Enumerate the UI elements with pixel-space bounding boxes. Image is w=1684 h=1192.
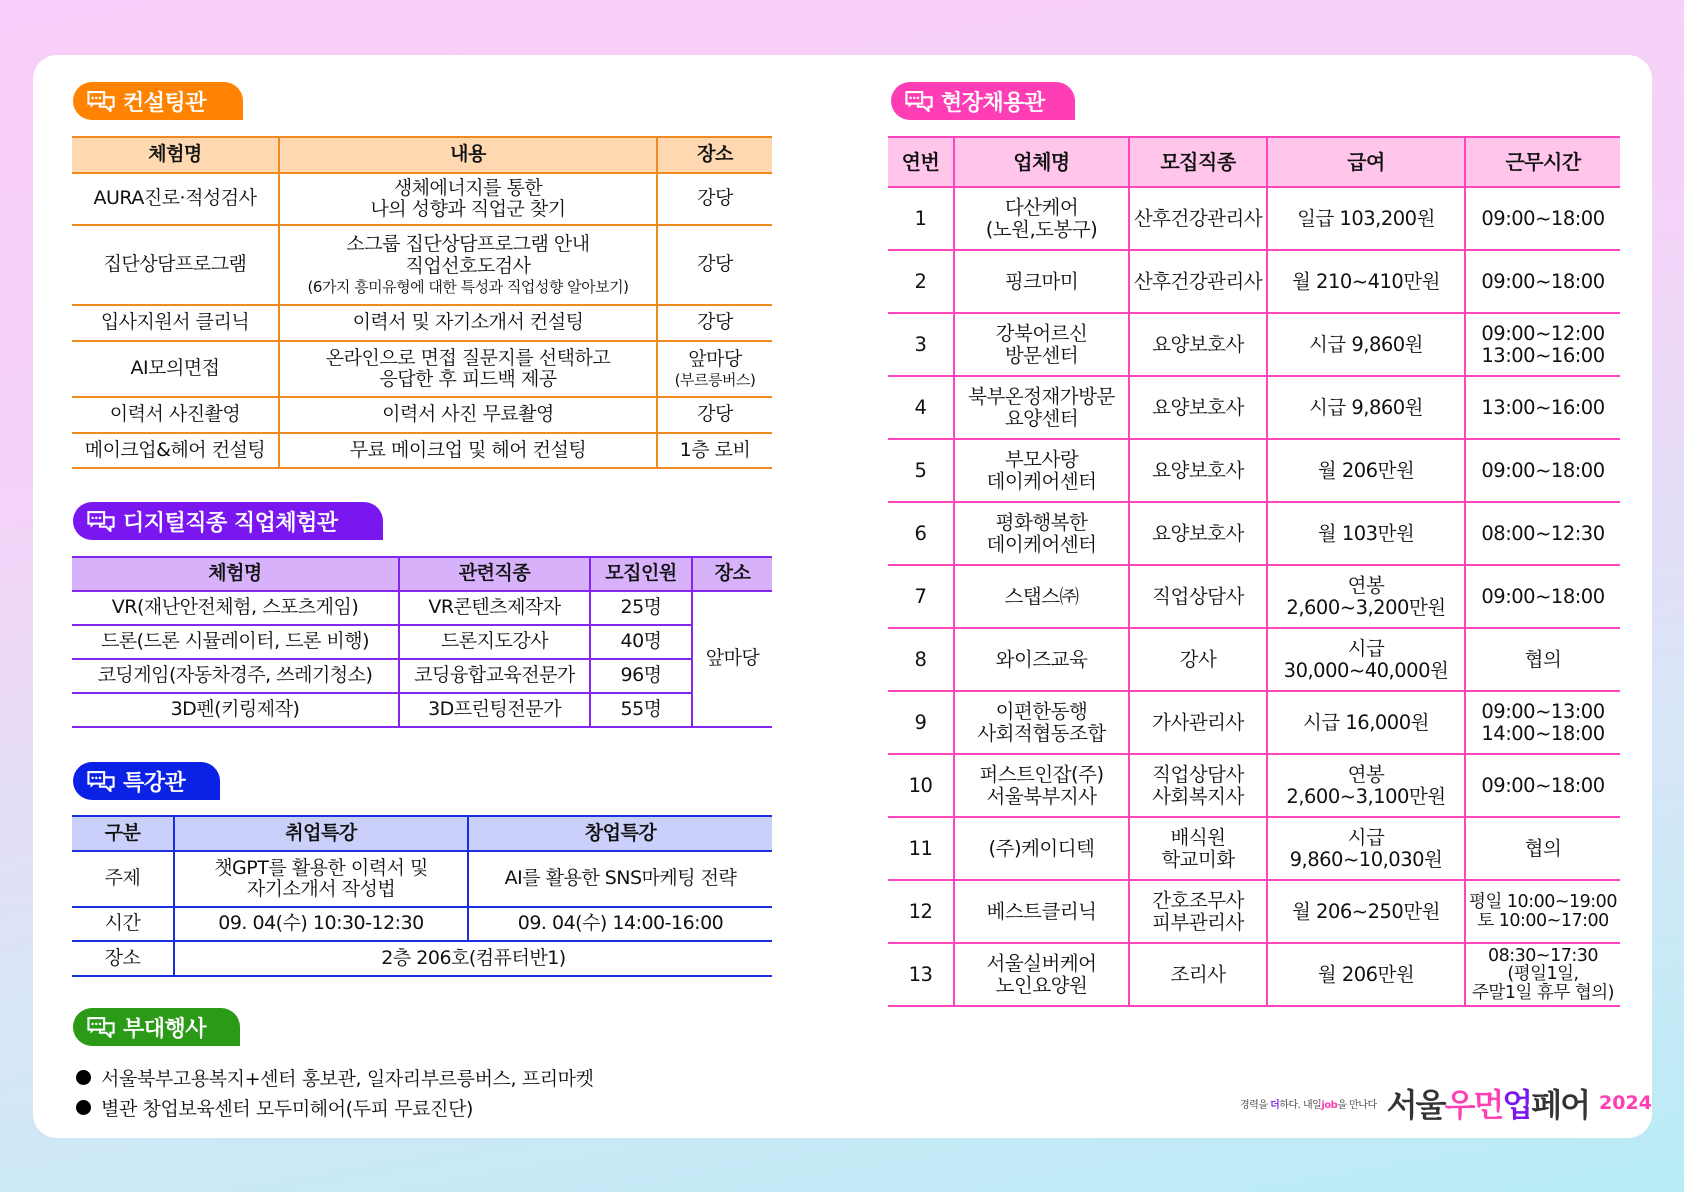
table-row: 2 핑크마미 산후건강관리사 월 210~410만원 09:00~18:00: [888, 250, 1620, 313]
lecture-table: [72, 815, 772, 977]
chat-bubbles-icon: [87, 770, 115, 792]
table-row: VR(재난안전체험, 스포츠게임) VR콘텐츠제작자 25명 앞마당: [72, 591, 772, 625]
section-title-lecture: 특강관: [73, 762, 220, 800]
side-events-list: [76, 1062, 594, 1122]
table-row: AI모의면접 온라인으로 면접 질문지를 선택하고 응답한 후 피드백 제공 앞마당 (부르릉버스): [72, 341, 772, 397]
brand-logo: 서울 우먼 업 페어: [1386, 1086, 1590, 1124]
column-header: 근무시간: [1465, 137, 1620, 187]
brand-year: 2024: [1599, 1092, 1652, 1114]
table-row: 1 다산케어 (노원,도봉구) 산후건강관리사 일급 103,200원 09:00~18:00: [888, 187, 1620, 250]
table-row: 3D펜(키링제작) 3D프린팅전문가 55명: [72, 693, 772, 727]
column-header: 업체명: [954, 137, 1129, 187]
column-header: 창업특강: [468, 816, 772, 851]
column-header: 관련직종: [399, 557, 590, 591]
merged-place-cell: 앞마당: [692, 591, 772, 727]
table-row: 4 북부온정재가방문 요양센터 요양보호사 시급 9,860원 13:00~16:00: [888, 376, 1620, 439]
brand-footer: [1240, 1080, 1652, 1126]
table-row: 11 (주)케이디텍 배식원 학교미화 시급 9,860~10,030원 협의: [888, 817, 1620, 880]
column-header: 장소: [657, 137, 772, 173]
column-header: 장소: [692, 557, 772, 591]
recruitment-table: [888, 136, 1620, 1007]
brand-tagline: 경력을 더하다. 내일job을 만나다: [1240, 1099, 1377, 1111]
table-row: AURA진로·적성검사 생체에너지를 통한 나의 성향과 직업군 찾기 강당: [72, 173, 772, 225]
table-row: 입사지원서 클리닉 이력서 및 자기소개서 컨설팅 강당: [72, 305, 772, 341]
table-row: 코딩게임(자동차경주, 쓰레기청소) 코딩융합교육전문가 96명: [72, 659, 772, 693]
list-item: 별관 창업보육센터 모두미헤어(두피 무료진단): [76, 1092, 594, 1122]
table-row: 5 부모사랑 데이케어센터 요양보호사 월 206만원 09:00~18:00: [888, 439, 1620, 502]
table-row: 12 베스트클리닉 간호조무사 피부관리사 월 206~250만원 평일 10:00~19:00 토 10:00~17:00: [888, 880, 1620, 943]
column-header: 취업특강: [174, 816, 468, 851]
list-item: 서울북부고용복지+센터 홍보관, 일자리부르릉버스, 프리마켓: [76, 1062, 594, 1092]
table-row: 이력서 사진촬영 이력서 사진 무료촬영 강당: [72, 397, 772, 433]
table-row: 9 이편한동행 사회적협동조합 가사관리사 시급 16,000원 09:00~13:00 14:00~18:00: [888, 691, 1620, 754]
section-title-side-events: 부대행사: [73, 1008, 240, 1046]
column-header: 급여: [1267, 137, 1465, 187]
table-row: 8 와이즈교육 강사 시급 30,000~40,000원 협의: [888, 628, 1620, 691]
table-row: 집단상담프로그램 소그룹 집단상담프로그램 안내 직업선호도검사 (6가지 흥미유형에 대한 특성과 직업성향 알아보기) 강당: [72, 225, 772, 305]
column-header: 모집인원: [590, 557, 692, 591]
chat-bubbles-icon: [87, 510, 115, 532]
table-row: 7 스탭스㈜ 직업상담사 연봉 2,600~3,200만원 09:00~18:00: [888, 565, 1620, 628]
column-header: 체험명: [72, 137, 279, 173]
table-row: 6 평화행복한 데이케어센터 요양보호사 월 103만원 08:00~12:30: [888, 502, 1620, 565]
column-header: 체험명: [72, 557, 399, 591]
table-row: 장소 2층 206호(컴퓨터반1): [72, 941, 772, 976]
digital-table: [72, 556, 772, 728]
chat-bubbles-icon: [87, 1016, 115, 1038]
table-row: 10 퍼스트인잡(주) 서울북부지사 직업상담사 사회복지사 연봉 2,600~3,100만원 09:00~18:00: [888, 754, 1620, 817]
column-header: 모집직종: [1129, 137, 1267, 187]
chat-bubbles-icon: [87, 90, 115, 112]
consulting-table: [72, 136, 772, 469]
bullet-icon: [76, 1070, 91, 1085]
bullet-icon: [76, 1100, 91, 1115]
table-row: 3 강북어르신 방문센터 요양보호사 시급 9,860원 09:00~12:00 13:00~16:00: [888, 313, 1620, 376]
table-row: 메이크업&헤어 컨설팅 무료 메이크업 및 헤어 컨설팅 1층 로비: [72, 433, 772, 468]
column-header: 연번: [888, 137, 954, 187]
table-row: 13 서울실버케어 노인요양원 조리사 월 206만원 08:30~17:30 (평일1일, 주말1일 휴무 협의): [888, 943, 1620, 1006]
column-header: 내용: [279, 137, 657, 173]
column-header: 구분: [72, 816, 174, 851]
table-row: 주제 챗GPT를 활용한 이력서 및 자기소개서 작성법 AI를 활용한 SNS마케팅 전략: [72, 851, 772, 907]
table-row: 시간 09. 04(수) 10:30-12:30 09. 04(수) 14:00-16:00: [72, 907, 772, 941]
section-title-recruitment: 현장채용관: [891, 82, 1075, 120]
section-title-digital: 디지털직종 직업체험관: [73, 502, 383, 540]
chat-bubbles-icon: [905, 90, 933, 112]
section-title-consulting: 컨설팅관: [73, 82, 243, 120]
table-row: 드론(드론 시뮬레이터, 드론 비행) 드론지도강사 40명: [72, 625, 772, 659]
